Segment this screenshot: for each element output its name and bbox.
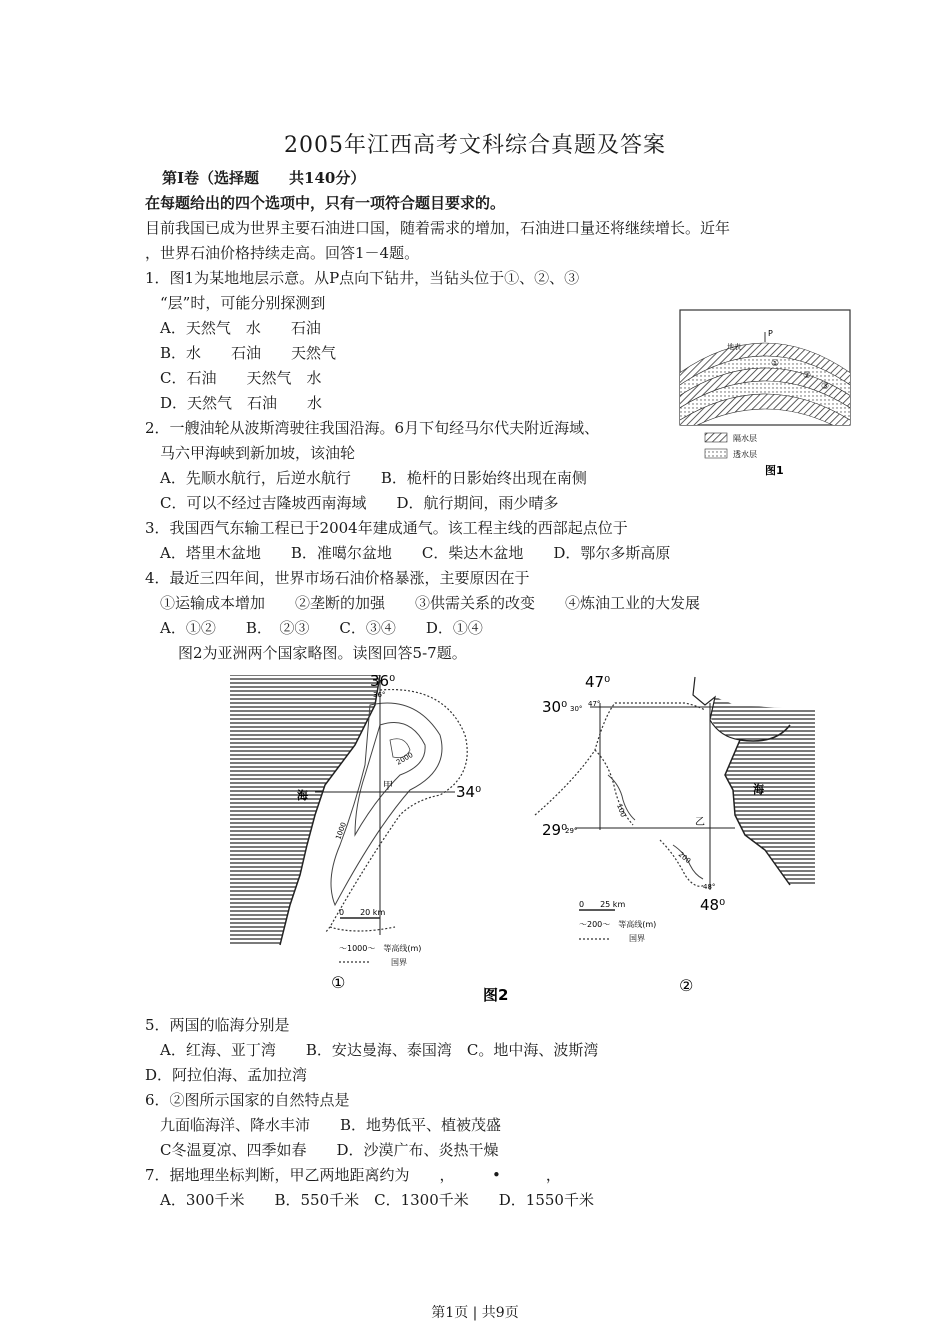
q4-stem: 4．最近三四年间，世界市场石油价格暴涨，主要原因在于	[145, 569, 530, 587]
map2-lat-bottom-small: 29°	[565, 827, 578, 835]
map1-lon-right: 34⁰	[456, 783, 482, 801]
map2-lon-bottom-small: 48°	[703, 883, 716, 891]
map2-legend-contour: ～200～ 等高线(m)	[579, 920, 657, 929]
q2-options-cd: C．可以不经过吉隆坡西南海域 D．航行期间，雨少晴多	[160, 494, 559, 512]
q5-option-d: D．阿拉伯海、孟加拉湾	[145, 1066, 308, 1084]
fig1-layer-2: ②	[803, 371, 812, 381]
map1-point-jia: 甲	[383, 781, 393, 792]
page-footer: 第1页 | 共9页	[431, 1305, 519, 1321]
map2-scale: 0 25 km	[579, 900, 626, 909]
map2-contour-label-1: 100	[615, 802, 628, 819]
map1-lat-top: 36⁰	[370, 672, 396, 690]
fig1-legend-aquifer: 透水层	[733, 450, 757, 459]
q1-stem-2: “层”时，可能分别探测到	[160, 294, 326, 312]
fig1-layer-3: ③	[821, 382, 830, 392]
q3-options: A．塔里木盆地 B．准噶尔盆地 C．柴达木盆地 D．鄂尔多斯高原	[160, 544, 671, 562]
fig1-caption: 图1	[765, 464, 784, 477]
map2-number: ②	[679, 976, 694, 995]
q3-stem: 3．我国西气东输工程已于2004年建成通气。该工程主线的西部起点位于	[145, 519, 628, 537]
q7-stem: 7．据地理坐标判断，甲乙两地距离约为 ， • ，	[145, 1166, 561, 1184]
map1-number: ①	[331, 973, 346, 992]
map-1	[230, 672, 481, 992]
map1-lat-top-small: 36°	[373, 691, 386, 699]
map2-lon-bottom: 48⁰	[700, 896, 726, 914]
q4-options: A．①② B． ②③ C．③④ D．①④	[160, 619, 483, 637]
q7-options: A．300千米 B．550千米 C．1300千米 D．1550千米	[160, 1191, 594, 1209]
fig2-intro: 图2为亚洲两个国家略图。读图回答5-7题。	[178, 644, 467, 662]
q2-stem-1: 2．一艘油轮从波斯湾驶往我国沿海。6月下旬经马尔代夫附近海域、	[145, 419, 600, 437]
q5-stem: 5．两国的临海分别是	[145, 1016, 290, 1034]
figure-1-strata	[675, 302, 860, 487]
q6-options-ab: 九面临海洋、降水丰沛 B．地势低平、植被茂盛	[160, 1116, 502, 1134]
q2-options-ab: A．先顺水航行，后逆水航行 B．桅杆的日影始终出现在南侧	[160, 469, 587, 487]
figure-2-maps	[215, 665, 815, 1010]
fig1-surface-label: 地表	[727, 343, 741, 351]
map2-lon-top-small: 47°	[588, 700, 601, 708]
section-header: 第I卷（选择题 共140分）	[162, 169, 366, 187]
fig1-legend-aquiclude: 隔水层	[733, 434, 757, 443]
map1-contour-label-2: 2000	[395, 750, 415, 767]
map1-sea-label: 海	[297, 789, 308, 802]
q2-stem-2: 马六甲海峡到新加坡，该油轮	[160, 444, 356, 462]
q1-option-c: C．石油 天然气 水	[160, 369, 322, 387]
map1-contour-2000	[355, 723, 425, 836]
map2-contour-label-2: 200	[676, 850, 693, 866]
map2-lat-top: 30⁰	[542, 698, 568, 716]
q1-option-d: D．天然气 石油 水	[160, 394, 323, 412]
fig1-layer-1: ①	[771, 359, 780, 369]
map1-legend-contour: ～1000～ 等高线(m)	[339, 944, 422, 953]
map2-point-yi: 乙	[695, 817, 705, 828]
map1-legend-border: 国界	[391, 958, 407, 967]
fig1-point-label: P	[768, 329, 773, 338]
intro-line-2: ，世界石油价格持续走高。回答1－4题。	[145, 244, 420, 262]
fig2-caption: 图2	[483, 986, 509, 1004]
map2-sea-label: 海	[753, 783, 764, 796]
q1-stem-1: 1．图1为某地地层示意。从P点向下钻井，当钻头位于①、②、③	[145, 269, 580, 287]
q1-option-a: A．天然气 水 石油	[160, 319, 321, 337]
map2-lat-bottom: 29⁰	[542, 821, 568, 839]
map2-lat-top-small: 30°	[570, 705, 583, 713]
map2-legend-border: 国界	[629, 934, 645, 943]
q6-stem: 6．②图所示国家的自然特点是	[145, 1091, 350, 1109]
q5-options-abc: A．红海、亚丁湾 B．安达曼海、泰国湾 C。地中海、波斯湾	[160, 1041, 599, 1059]
q4-items: ①运输成本增加 ②垄断的加强 ③供需关系的改变 ④炼油工业的大发展	[160, 594, 701, 612]
map1-scale: 0 20 km	[339, 908, 386, 917]
map-2	[535, 673, 815, 995]
map2-lon-top: 47⁰	[585, 673, 611, 691]
q6-options-cd: C冬温夏凉、四季如春 D．沙漠广布、炎热干燥	[160, 1141, 499, 1159]
page-title: 2005年江西高考文科综合真题及答案	[284, 133, 666, 158]
q1-option-b: B．水 石油 天然气	[160, 344, 337, 362]
intro-line-1: 目前我国已成为世界主要石油进口国，随着需求的增加，石油进口量还将继续增长。近年	[145, 219, 731, 237]
instruction: 在每题给出的四个选项中，只有一项符合题目要求的。	[145, 194, 506, 212]
map1-contour-label-1: 1000	[334, 821, 348, 841]
